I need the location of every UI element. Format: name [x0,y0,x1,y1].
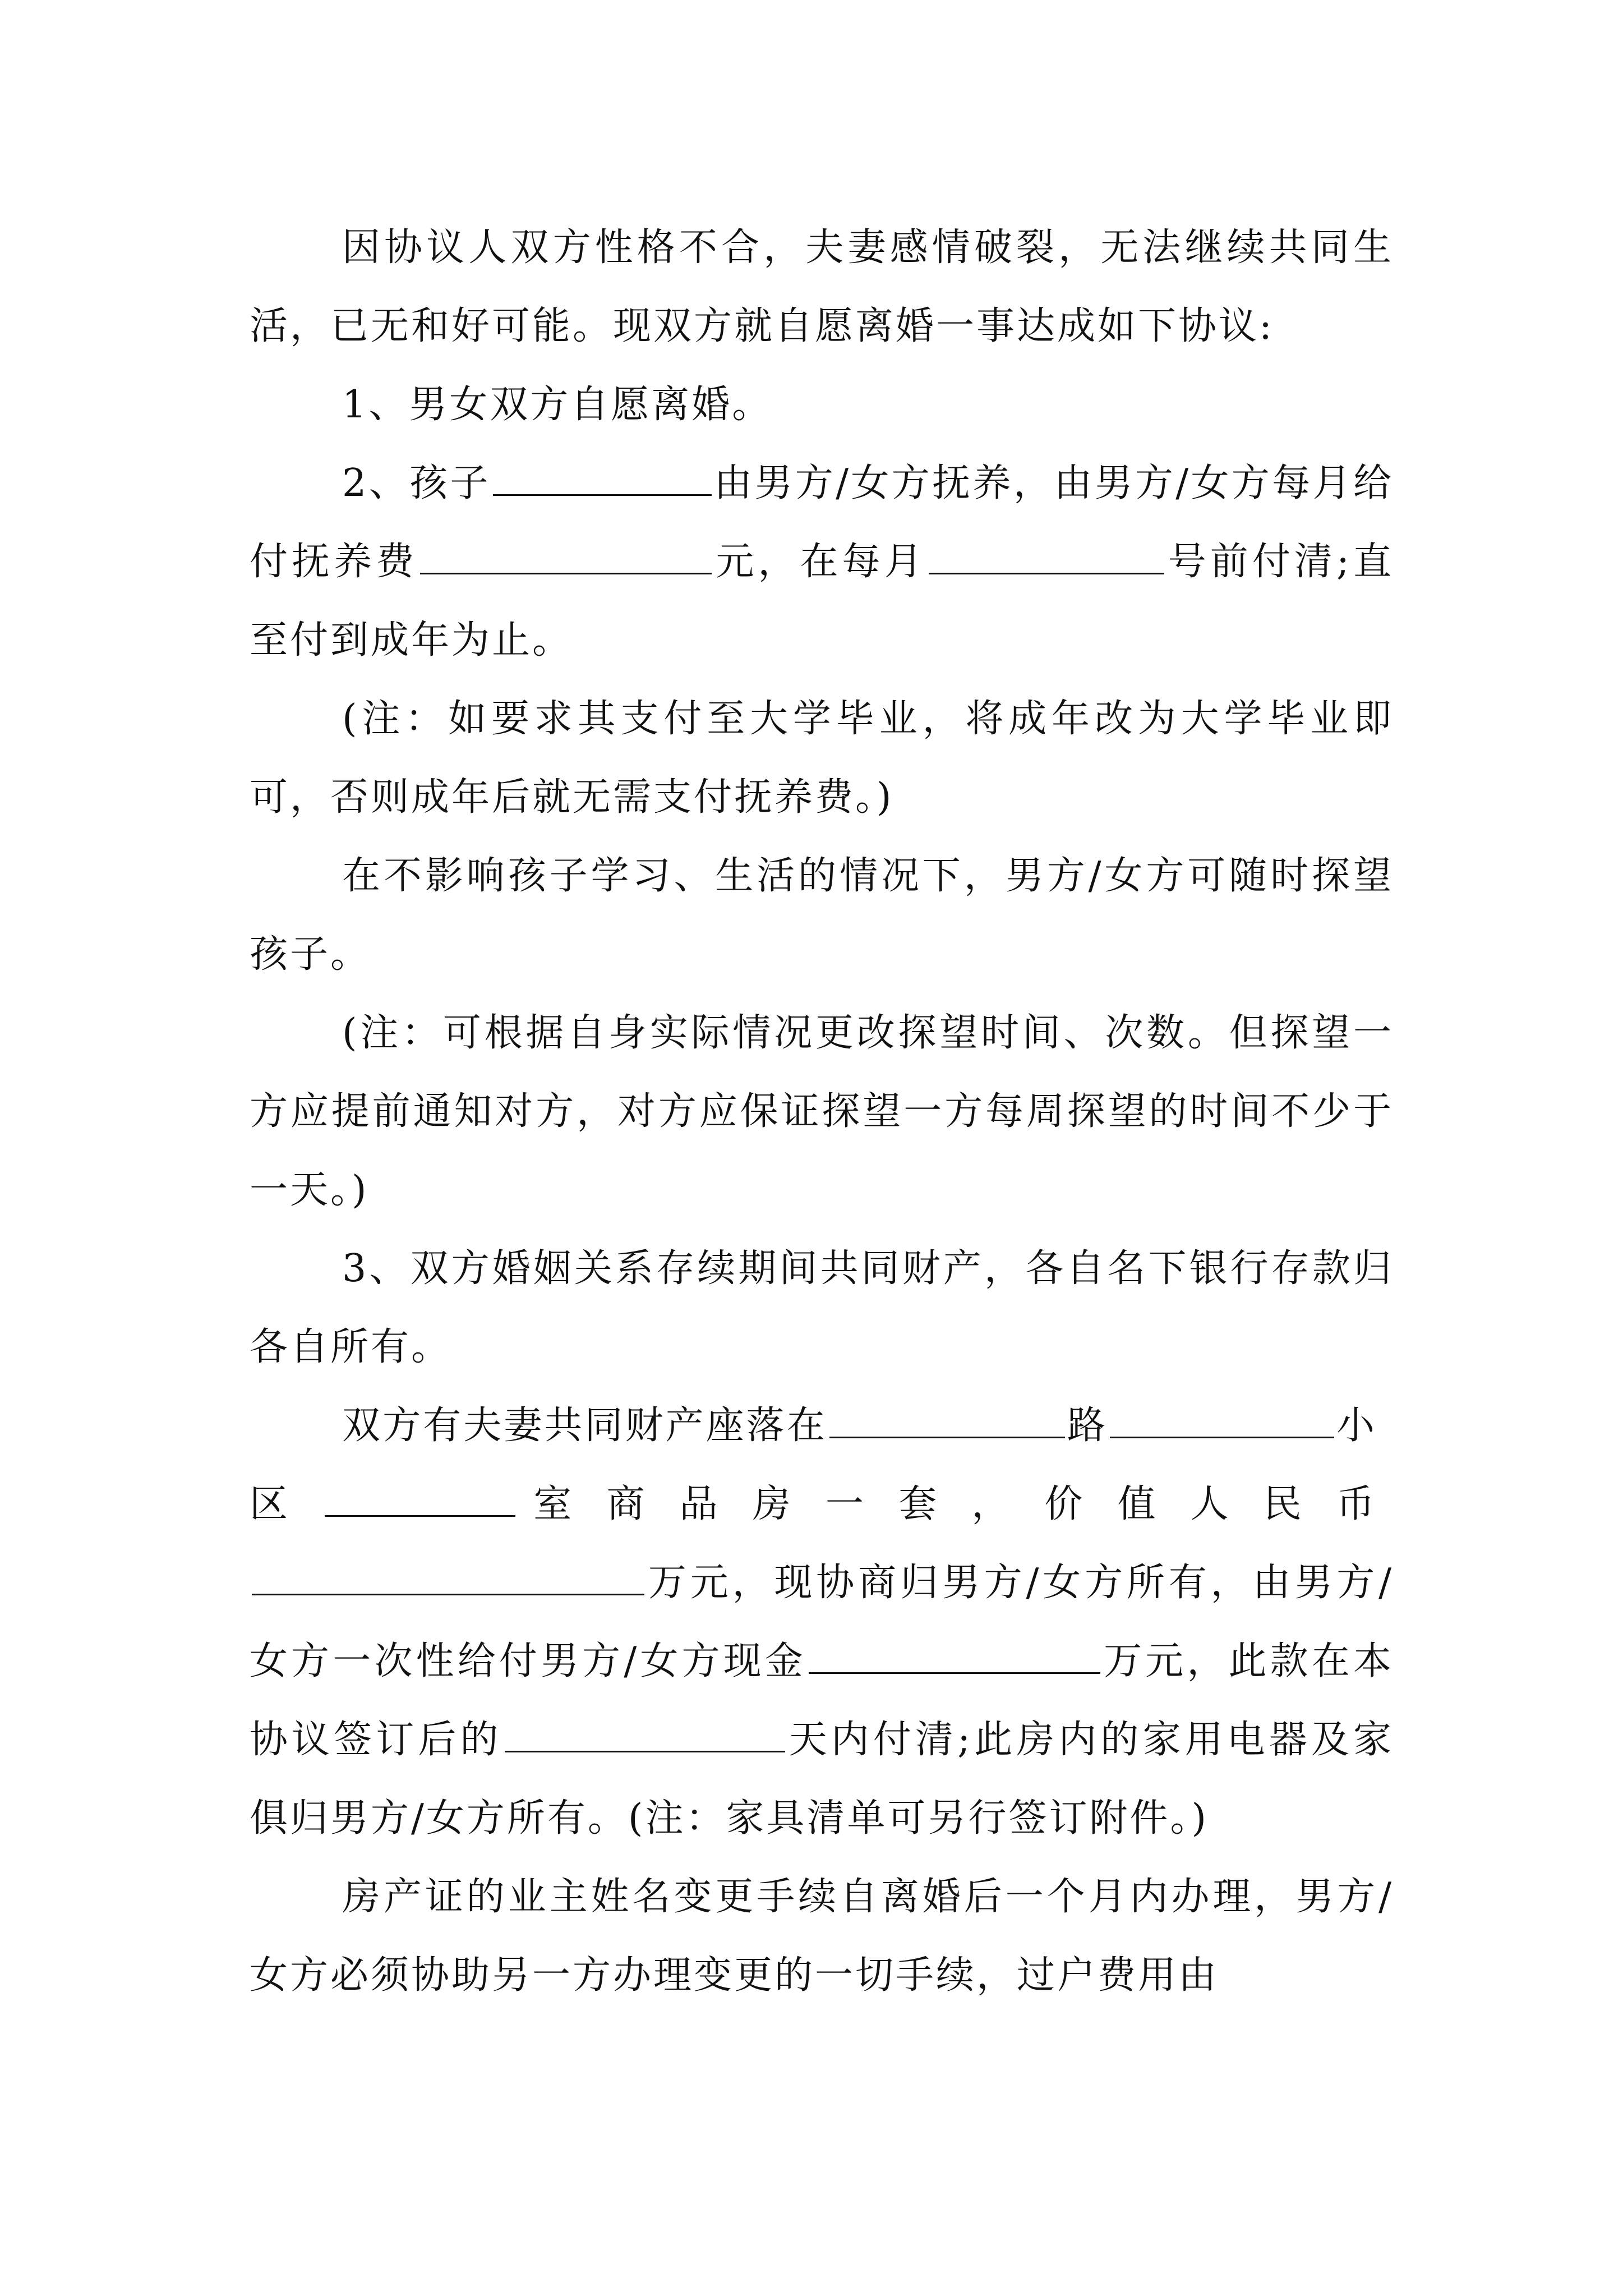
paragraph-clause-1 [250,366,1394,444]
paragraph-clause-3 [250,1230,1394,1387]
paragraph-note-1 [250,680,1394,837]
days-blank [505,1717,785,1752]
clause-2-text-d: 号前付清;直至付到成年为止。 [250,540,1394,662]
visitation-text: 在不影响孩子学习、生活的情况下，男方/女方可随时探望孩子。 [250,854,1394,977]
paragraph-clause-2 [250,444,1394,680]
property-text-c: 小区 [250,1404,1394,1526]
child-name-blank [493,461,712,496]
property-text-d: 室商品房一套，价值人民币 [518,1482,1394,1526]
preamble-text: 因协议人双方性格不合，夫妻感情破裂，无法继续共同生活，已无和好可能。现双方就自愿离婚一事达成如下协议: [250,226,1394,348]
road-blank [1110,1403,1334,1438]
room-blank [325,1481,515,1517]
document-body [250,209,1394,2015]
value-blank [252,1560,644,1595]
property-text-b: 路 [1067,1404,1108,1448]
paragraph-preamble [250,209,1394,366]
cash-blank [809,1639,1100,1674]
property-text-f: 万元，此款在本协议签订后的 [250,1639,1394,1762]
clause-2-text-b: 由男方/女方抚养，由男方/女方每月给付抚养费 [250,461,1394,584]
location-blank [829,1403,1065,1438]
property-text-g: 天内付清;此房内的家用电器及家俱归男方/女方所有。(注：家具清单可另行签订附件。) [250,1718,1394,1841]
paragraph-visitation [250,837,1394,994]
title-transfer-text: 房产证的业主姓名变更手续自离婚后一个月内办理，男方/女方必须协助另一方办理变更的一切手续，过户费用由 [250,1875,1394,1998]
clause-2-text-c: 元，在每月 [714,540,926,584]
note-1-text: (注：如要求其支付至大学毕业，将成年改为大学毕业即可，否则成年后就无需支付抚养费。) [250,697,1394,820]
paragraph-property [250,1387,1394,1858]
paragraph-note-2 [250,994,1394,1230]
property-text-e: 万元，现协商归男方/女方所有，由男方/女方一次性给付男方/女方现金 [250,1561,1394,1683]
payment-day-blank [929,539,1164,574]
note-2-text: (注：可根据自身实际情况更改探望时间、次数。但探望一方应提前通知对方，对方应保证探望一方每周探望的时间不少于一天。) [250,1011,1394,1212]
property-text-a: 双方有夫妻共同财产座落在 [342,1404,827,1448]
support-fee-blank [420,539,712,574]
clause-3-text: 3、双方婚姻关系存续期间共同财产，各自名下银行存款归各自所有。 [250,1246,1394,1369]
paragraph-title-transfer [250,1858,1394,2015]
clause-1-text: 1、男女双方自愿离婚。 [342,383,773,427]
clause-2-text-a: 2、孩子 [342,461,491,505]
